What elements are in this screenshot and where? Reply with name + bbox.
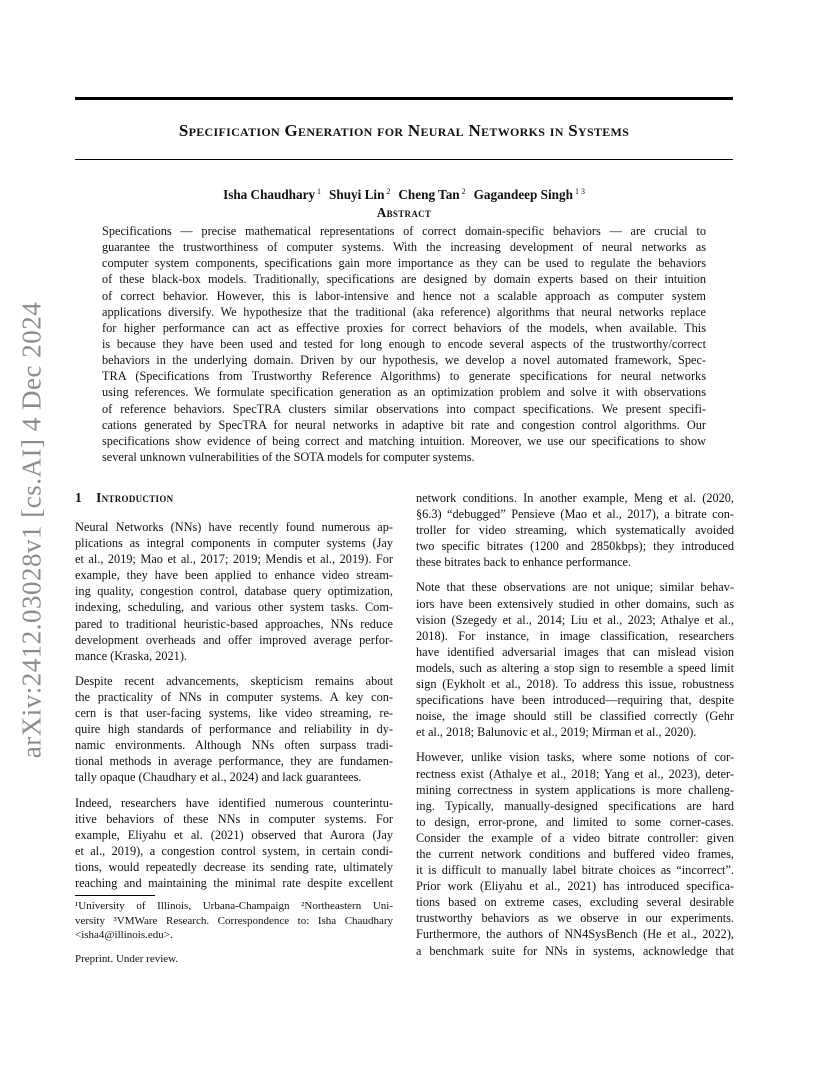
author-affiliation-mark: 2 xyxy=(384,187,391,196)
abstract-line: of these black-box models. Traditionally, specifications are designed by domain experts based on their intuition xyxy=(102,272,706,287)
text-line: indexing, scheduling, and various other system tasks. Com- xyxy=(75,600,393,615)
abstract-line: for higher performance can act as effective proxies for correct behaviors of the models, when available. This xyxy=(102,320,706,335)
text-line: specifications have been introduced—requiring that, despite xyxy=(416,693,734,708)
abstract-line: TRA (Specifications from Trustworthy Reference Algorithms) to generate specifications for neural networks xyxy=(102,369,706,384)
text-line: §6.3) “debugged” Pensieve (Mao et al., 2017), a bitrate con- xyxy=(416,507,734,522)
text-line: Prior work (Eliyahu et al., 2021) has introduced specifica- xyxy=(416,879,734,894)
right-column xyxy=(416,490,734,968)
text-line: trustworthy behaviors as we observe in our experiments. xyxy=(416,911,734,926)
text-line: it is difficult to manually label bitrate choices as “incorrect”. xyxy=(416,863,734,878)
text-line: cern is that user-facing systems, like video streaming, re- xyxy=(75,706,393,721)
abstract-line: of reference behaviors. SpecTRA clusters similar observations into compact specifications. We present specifi- xyxy=(102,401,706,416)
abstract-line: applications diversify. We hypothesize that the traditional (aka reference) algorithms that neural networks replace xyxy=(102,304,706,319)
text-line: mance (Kraska, 2021). xyxy=(75,648,187,663)
author-affiliation-mark: 1 xyxy=(315,187,322,196)
text-line: However, unlike vision tasks, where some notions of cor- xyxy=(416,750,734,765)
section-heading xyxy=(75,490,393,506)
text-line: to design, error-prone, and limited to some corner-cases. xyxy=(416,814,734,829)
text-line: itive behaviors of these NNs in computer systems. For xyxy=(75,811,393,826)
text-line: Furthermore, the authors of NN4SysBench (He et al., 2022), xyxy=(416,927,734,942)
text-line: vision (Szegedy et al., 2014; Liu et al., 2023; Athalye et al., xyxy=(416,612,734,627)
text-line: two specific bitrates (1200 and 2850kbps); they introduced xyxy=(416,539,734,554)
title-rule-top xyxy=(75,97,733,100)
abstract-line: using references. We formulate specification generation as an optimization problem and solve it with observations xyxy=(102,385,706,400)
text-line: quire high standards of performance and reliability in dy- xyxy=(75,722,393,737)
text-line: Neural Networks (NNs) have recently found numerous ap- xyxy=(75,520,393,534)
footnote-line: versity ³VMWare Research. Correspondence to: Isha Chaudhary xyxy=(75,914,393,927)
abstract-line: is because they have been used and tested for long enough to encode several aspects of the trustworthy/correct xyxy=(102,336,706,351)
footnote-line: ¹University of Illinois, Urbana-Champaign ²Northeastern Uni- xyxy=(75,900,393,912)
text-line: troller for video streaming, which systematically avoided xyxy=(416,523,734,538)
abstract-line: specifications show evidence of being correct and matching intuition. Moreover, we use our specifications to show xyxy=(102,433,706,448)
text-line: tally opaque (Chaudhary et al., 2024) and lack guarantees. xyxy=(75,770,362,785)
footnote-line: <isha4@illinois.edu>. xyxy=(75,929,173,941)
text-line: the current network conditions and buffered video frames, xyxy=(416,846,734,861)
text-line: have identified adversarial images that can mislead vision xyxy=(416,644,734,659)
text-line: development overheads and offer improved average perfor- xyxy=(75,632,393,647)
abstract-line: cations generated by SpecTRA for neural networks in adaptive bit rate and congestion control algorithms. Our xyxy=(102,417,706,432)
paragraph xyxy=(416,749,734,958)
author-affiliation-mark: 1 3 xyxy=(572,187,585,196)
abstract-heading: Abstract xyxy=(376,205,432,220)
text-line: namic environments. Although NNs often surpass tradi- xyxy=(75,738,393,753)
text-line: Consider the example of a video bitrate controller: given xyxy=(416,830,734,845)
paper-title: Specification Generation for Neural Networks in Systems xyxy=(178,121,630,140)
text-line: Indeed, researchers have identified numerous counterintu- xyxy=(75,795,393,810)
author-name: Cheng Tan $^2$ xyxy=(398,187,466,202)
text-line: Note that these observations are not unique; similar behav- xyxy=(416,580,734,595)
text-line: noise, the image should still be classified correctly (Gehr xyxy=(416,709,734,724)
title-rule-bottom xyxy=(75,159,733,160)
text-line: tional methods in average performance, they are fundamen- xyxy=(75,754,393,769)
paragraph xyxy=(75,673,393,786)
paragraph xyxy=(75,519,393,664)
text-line: network conditions. In another example, Meng et al. (2020, xyxy=(416,491,734,505)
paragraph xyxy=(416,579,734,740)
paragraph xyxy=(75,795,393,892)
text-line: example, they have been applied to enhance video stream- xyxy=(75,568,393,583)
preprint-note: Preprint. Under review. xyxy=(75,953,179,965)
left-column xyxy=(75,490,393,900)
abstract-line: computer system components, specifications gain more importance as they can be used to regulate the behaviors xyxy=(102,256,706,271)
abstract-line: guarantee the trustworthiness of computer systems. With the increasing development of neural networks as xyxy=(102,240,706,255)
text-line: the practicality of NNs in computer systems. A key con- xyxy=(75,689,393,704)
footnote-rule xyxy=(75,895,155,896)
text-line: ing. Typically, manually-designed specifications are hard xyxy=(416,798,734,813)
section-title: Introduction xyxy=(96,490,174,505)
abstract-line: several unknown vulnerabilities of the SOTA models for computer systems. xyxy=(102,449,475,464)
text-line: tions, would repeatedly decrease its sending rate, ultimately xyxy=(75,859,393,874)
text-line: models, such as altering a stop sign to resemble a speed limit xyxy=(416,660,734,675)
text-line: et al., 2019; Mao et al., 2017; 2019; Mendis et al., 2019). For xyxy=(75,552,393,567)
section-number: 1 xyxy=(75,490,83,505)
paragraph xyxy=(416,490,734,570)
text-line: rectness exist (Athalye et al., 2018; Yang et al., 2023), deter- xyxy=(416,766,734,781)
text-line: pared to traditional heuristic-based approaches, NNs reduce xyxy=(75,616,393,631)
text-line: tions based on extreme cases, excluding several desirable xyxy=(416,895,734,910)
text-line: these bitrates back to enhance performance. xyxy=(416,555,632,570)
text-line: 2018). For instance, in image classification, researchers xyxy=(416,628,734,643)
text-line: mining correctness in system applications is more challeng- xyxy=(416,782,734,797)
author-name: Isha Chaudhary $^1$ xyxy=(223,187,322,202)
author-list xyxy=(75,187,733,203)
arxiv-stamp: arXiv:2412.03028v1 [cs.AI] 4 Dec 2024 xyxy=(16,301,47,759)
abstract-line: behaviors in the underlying domain. Driven by our hypothesis, we develop a novel automated framework, Spec- xyxy=(102,353,706,368)
author-name: Gagandeep Singh $^{1 3}$ xyxy=(473,187,585,202)
text-line: a benchmark suite for NNs in systems, acknowledge that xyxy=(416,943,734,958)
author-affiliation-mark: 2 xyxy=(459,187,466,196)
footnote xyxy=(75,899,393,943)
abstract-body xyxy=(102,223,706,465)
text-line: ing quality, congestion control, database query optimization, xyxy=(75,584,393,599)
text-line: iors have been extensively studied in other domains, such as xyxy=(416,596,734,611)
abstract-line: Specifications — precise mathematical representations of correct domain-specific behaviors — are crucial to xyxy=(102,224,706,238)
text-line: Despite recent advancements, skepticism remains about xyxy=(75,673,393,688)
text-line: example, Eliyahu et al. (2021) observed that Aurora (Jay xyxy=(75,827,393,842)
text-line: plications as integral components in computer systems (Jay xyxy=(75,536,393,551)
text-line: sign (Eykholt et al., 2018). To address this issue, robustness xyxy=(416,677,734,692)
abstract-line: of correct behavior. However, this is labor-intensive and hence not a scalable approach as computer system xyxy=(102,288,706,303)
author-name: Shuyi Lin $^2$ xyxy=(329,187,391,202)
text-line: et al., 2019), a congestion control system, in certain condi- xyxy=(75,843,393,858)
text-line: reaching and maintaining the minimal rate despite excellent xyxy=(75,875,393,890)
text-line: et al., 2018; Balunovic et al., 2019; Mirman et al., 2020). xyxy=(416,725,697,740)
